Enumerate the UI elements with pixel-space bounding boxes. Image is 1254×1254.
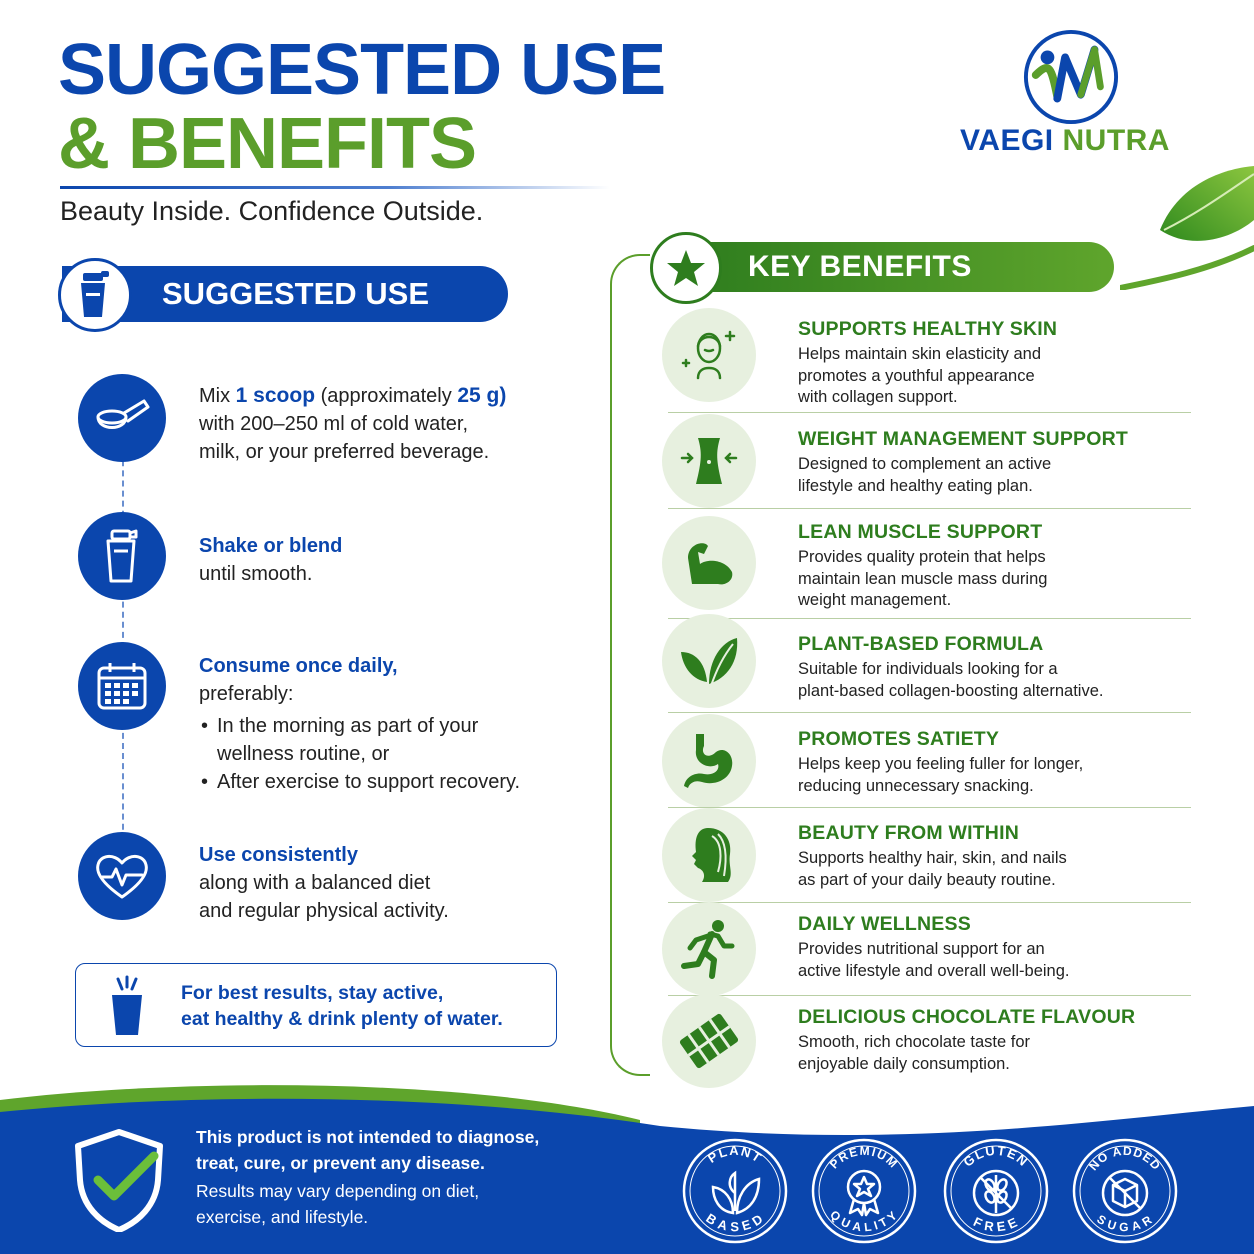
chocolate-icon xyxy=(662,994,756,1088)
step-4-text xyxy=(199,841,449,925)
star-medal-icon xyxy=(848,1171,880,1215)
step-2-desc: until smooth. xyxy=(199,563,313,585)
leaf-decoration-icon xyxy=(1120,160,1254,290)
benefit-divider xyxy=(668,807,1191,808)
brand-logo-mark-icon xyxy=(1022,28,1120,126)
runner-icon xyxy=(662,902,756,996)
benefit-8-desc-2: enjoyable daily consumption. xyxy=(798,1054,1010,1073)
plant-based-badge xyxy=(681,1137,789,1245)
face-skin-icon xyxy=(662,308,756,402)
benefit-5-desc-2: reducing unnecessary snacking. xyxy=(798,776,1034,795)
benefit-4-desc xyxy=(798,659,1188,702)
benefit-1-desc xyxy=(798,344,1188,409)
tip-line-1: For best results, stay active, xyxy=(181,982,444,1004)
sugar-badge-bottom: SUGAR xyxy=(1094,1211,1156,1235)
benefit-5-desc xyxy=(798,754,1188,797)
step-3-desc: preferably: xyxy=(199,683,294,705)
plant-leaves-icon xyxy=(713,1173,759,1213)
step-2-text xyxy=(199,532,342,588)
benefit-1-title: SUPPORTS HEALTHY SKIN xyxy=(798,318,1058,340)
disclaimer-line-4: exercise, and lifestyle. xyxy=(196,1207,369,1227)
step-1-line2: with 200–250 ml of cold water, xyxy=(199,413,469,435)
step-4-line1: along with a balanced diet xyxy=(199,872,431,894)
benefit-2-desc-2: lifestyle and healthy eating plan. xyxy=(798,476,1033,495)
sugar-badge-top: NO ADDED xyxy=(1086,1143,1164,1174)
benefit-3-desc-2: maintain lean muscle mass during xyxy=(798,569,1048,588)
benefit-6-desc-2: as part of your daily beauty routine. xyxy=(798,870,1056,889)
step-3-bullets xyxy=(199,712,520,796)
footer-background xyxy=(0,1080,1254,1254)
brand-name xyxy=(960,124,1170,158)
step-2-title: Shake or blend xyxy=(199,535,343,557)
step-3-bullet-2: • After exercise to support recovery. xyxy=(199,768,520,796)
plant-badge-top: PLANT xyxy=(704,1142,766,1166)
page-title-line2: & BENEFITS xyxy=(58,104,477,184)
step-1-line3: milk, or your preferred beverage. xyxy=(199,441,490,463)
gluten-free-badge xyxy=(942,1137,1050,1245)
step-4-title: Use consistently xyxy=(199,844,358,866)
water-glass-icon xyxy=(104,975,150,1037)
woman-hair-icon xyxy=(662,808,756,902)
benefit-divider xyxy=(668,618,1191,619)
step-3-title: Consume once daily, xyxy=(199,655,398,677)
disclaimer xyxy=(196,1124,539,1230)
shaker-icon xyxy=(78,512,166,600)
svg-text:QUALITY xyxy=(827,1208,901,1235)
gluten-badge-bottom: FREE xyxy=(971,1214,1021,1235)
benefit-2-desc xyxy=(798,454,1188,497)
benefit-6-desc-1: Supports healthy hair, skin, and nails xyxy=(798,849,1067,867)
premium-badge-bottom: QUALITY xyxy=(827,1207,901,1235)
benefit-8-desc-1: Smooth, rich chocolate taste for xyxy=(798,1033,1031,1051)
benefit-8-desc xyxy=(798,1032,1188,1075)
premium-quality-badge xyxy=(810,1137,918,1245)
plant-badge-bottom: BASED xyxy=(703,1210,767,1235)
shield-check-icon xyxy=(72,1128,166,1232)
benefit-1-desc-2: promotes a youthful appearance xyxy=(798,366,1035,385)
shaker-bottle-icon xyxy=(58,258,132,332)
benefit-4-desc-2: plant-based collagen-boosting alternative. xyxy=(798,681,1104,700)
key-benefits-heading: KEY BENEFITS xyxy=(748,250,972,283)
step-4-line2: and regular physical activity. xyxy=(199,900,449,922)
no-wheat-icon xyxy=(974,1171,1018,1215)
step-1-text xyxy=(199,382,506,466)
step-1-scoop-amount: 1 scoop xyxy=(235,384,316,407)
benefit-5-desc-1: Helps keep you feeling fuller for longer, xyxy=(798,755,1084,773)
title-divider xyxy=(60,186,610,189)
benefit-5-title: PROMOTES SATIETY xyxy=(798,728,1000,750)
brand-name-part2: NUTRA xyxy=(1062,124,1170,157)
brand-name-part1: VAEGI xyxy=(960,124,1054,157)
benefit-8-title: DELICIOUS CHOCOLATE FLAVOUR xyxy=(798,1006,1136,1028)
disclaimer-line-1: This product is not intended to diagnose, xyxy=(196,1127,540,1147)
benefit-7-desc-1: Provides nutritional support for an xyxy=(798,940,1045,958)
step-3-bullet-1: • In the morning as part of your wellness routine, or xyxy=(199,712,519,768)
tip-line-2: eat healthy & drink plenty of water. xyxy=(181,1008,503,1030)
benefit-3-title: LEAN MUSCLE SUPPORT xyxy=(798,521,1043,543)
benefit-divider xyxy=(668,508,1191,509)
benefit-6-desc xyxy=(798,848,1188,891)
key-benefits-bracket xyxy=(610,254,650,1076)
benefit-divider xyxy=(668,995,1191,996)
gluten-badge-top: GLUTEN xyxy=(960,1142,1032,1170)
benefit-7-title: DAILY WELLNESS xyxy=(798,913,971,935)
brand-logo xyxy=(960,28,1200,168)
heart-pulse-icon xyxy=(78,832,166,920)
benefit-7-desc xyxy=(798,939,1188,982)
step-3-text xyxy=(199,652,520,796)
stomach-icon xyxy=(662,714,756,808)
benefit-divider xyxy=(668,712,1191,713)
benefit-1-desc-3: with collagen support. xyxy=(798,388,958,406)
benefit-3-desc-1: Provides quality protein that helps xyxy=(798,548,1046,566)
svg-text:PLANT xyxy=(705,1143,765,1166)
benefit-2-desc-1: Designed to complement an active xyxy=(798,455,1052,473)
benefit-4-desc-1: Suitable for individuals looking for a xyxy=(798,660,1058,678)
benefit-divider xyxy=(668,412,1191,413)
benefit-6-title: BEAUTY FROM WITHIN xyxy=(798,822,1019,844)
step-1-grams: 25 g) xyxy=(457,384,507,407)
benefit-7-desc-2: active lifestyle and overall well-being. xyxy=(798,961,1070,980)
no-added-sugar-badge xyxy=(1071,1137,1179,1245)
benefit-3-desc-3: weight management. xyxy=(798,591,952,609)
waist-icon xyxy=(662,414,756,508)
step-1-middle: (approximately xyxy=(315,385,458,407)
bicep-icon xyxy=(662,516,756,610)
tip-text xyxy=(181,980,503,1032)
disclaimer-line-3: Results may vary depending on diet, xyxy=(196,1181,480,1201)
tagline: Beauty Inside. Confidence Outside. xyxy=(60,196,484,226)
calendar-icon xyxy=(78,642,166,730)
benefit-4-title: PLANT-BASED FORMULA xyxy=(798,633,1044,655)
step-1-prefix: Mix xyxy=(199,385,236,407)
suggested-use-heading: SUGGESTED USE xyxy=(162,276,429,311)
page-title-line1: SUGGESTED USE xyxy=(58,30,666,110)
disclaimer-line-2: treat, cure, or prevent any disease. xyxy=(196,1153,485,1173)
scoop-icon xyxy=(78,374,166,462)
benefit-3-desc xyxy=(798,547,1188,612)
no-sugar-cube-icon xyxy=(1103,1171,1147,1215)
benefit-2-title: WEIGHT MANAGEMENT SUPPORT xyxy=(798,428,1128,450)
svg-text:FREE xyxy=(971,1214,1021,1234)
benefit-1-desc-1: Helps maintain skin elasticity and xyxy=(798,345,1042,363)
star-icon xyxy=(650,232,722,304)
leaves-icon xyxy=(662,614,756,708)
premium-badge-top: PREMIUM xyxy=(826,1143,901,1172)
benefit-divider xyxy=(668,902,1191,903)
